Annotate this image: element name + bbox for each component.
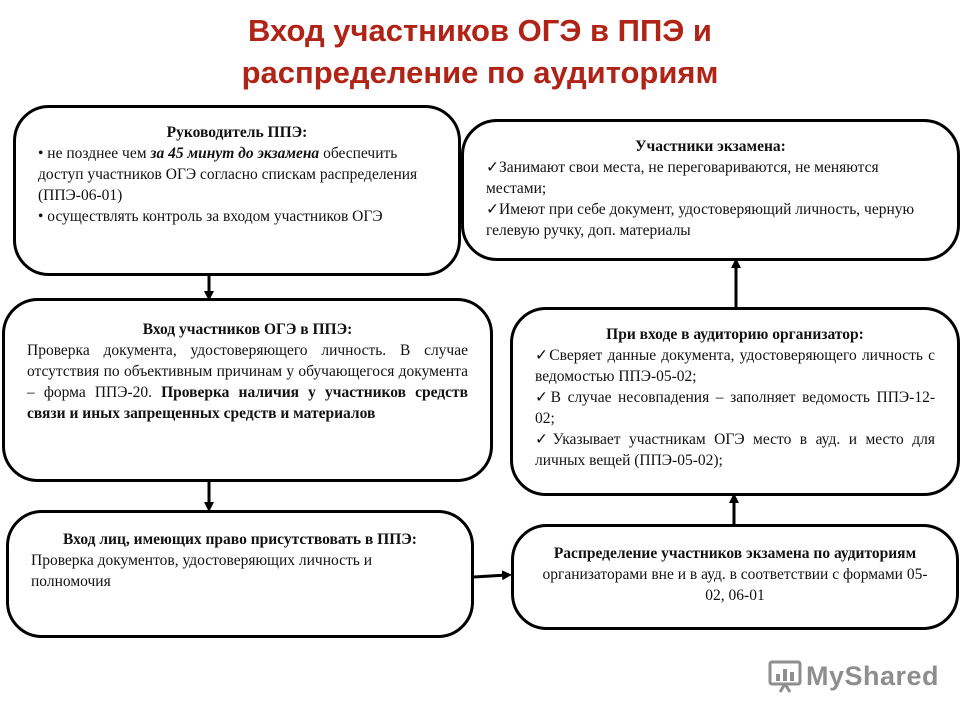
watermark-text: MyShared — [806, 660, 940, 691]
check-icon: ✓ — [535, 431, 553, 448]
title-line-2: распределение по аудиториям — [241, 55, 719, 90]
myshared-watermark — [768, 656, 939, 696]
head-item1-deadline: за 45 минут до экзамена — [150, 145, 320, 162]
check-icon: ✓ — [486, 201, 499, 218]
head-of-ppe-item-2: • осуществлять контроль за входом участников ОГЭ — [38, 208, 383, 225]
organizer-item-2 — [535, 387, 935, 429]
distribution-box — [511, 524, 959, 630]
participant-entry-box — [2, 298, 493, 482]
authorized-persons-title: Вход лиц, имеющих право присутствовать в ППЭ: — [63, 531, 417, 548]
organizer-item-3-text: Указывает участникам ОГЭ место в ауд. и место для личных вещей (ППЭ-05-02); — [535, 431, 935, 469]
authorized-persons-text: Проверка документов, удостоверяющих личность и полномочия — [31, 552, 373, 590]
distribution-text-rest: организаторами вне и в ауд. в соответствии с формами 05-02, 06-01 — [542, 566, 928, 604]
exam-participants-item-1 — [486, 157, 935, 199]
organizer-item-1-text: Сверяет данные документа, удостоверяющего личность с ведомостью ППЭ-05-02; — [535, 347, 935, 385]
organizer-item-1 — [535, 345, 935, 387]
check-icon: ✓ — [535, 347, 550, 364]
head-item1-prefix: • не позднее чем — [38, 145, 151, 162]
exam-participants-title: Участники экзамена: — [635, 138, 786, 155]
check-icon: ✓ — [486, 159, 499, 176]
exam-participants-item-2-text: Имеют при себе документ, удостоверяющий личность, черную гелевую ручку, доп. материалы — [486, 201, 915, 239]
exam-participants-item-2 — [486, 199, 935, 241]
participant-entry-text-bold: Проверка наличия у участников средств связи и иных запрещенных средств и материалов — [27, 384, 468, 422]
distribution-text-bold: Распределение участников экзамена по аудиториям — [553, 545, 917, 562]
exam-participants-box — [461, 119, 960, 261]
head-of-ppe-box — [13, 105, 461, 276]
presentation-icon — [768, 659, 806, 693]
authorized-persons-box — [6, 510, 474, 638]
head-of-ppe-title: Руководитель ППЭ: — [166, 124, 308, 141]
title-line-1: Вход участников ОГЭ в ППЭ и — [248, 13, 712, 48]
organizer-title: При входе в аудиторию организатор: — [606, 326, 864, 343]
distribution-text — [536, 543, 934, 606]
head-of-ppe-item-1 — [38, 143, 436, 206]
participant-entry-title: Вход участников ОГЭ в ППЭ: — [142, 321, 353, 338]
check-icon: ✓ — [535, 389, 551, 406]
organizer-item-3 — [535, 429, 935, 471]
participant-entry-text — [27, 340, 468, 424]
participant-entry-text-plain: Проверка документа, удостоверяющего личность. В случае отсутствия по объективным причинам у обучающегося документа – форма ППЭ-20. — [27, 342, 468, 401]
page-title — [0, 10, 960, 94]
arrow-persons-to-distribution — [474, 575, 507, 577]
organizer-box — [510, 307, 960, 496]
exam-participants-item-1-text: Занимают свои места, не переговариваются, не меняются местами; — [486, 159, 879, 197]
organizer-item-2-text: В случае несовпадения – заполняет ведомость ППЭ-12-02; — [535, 389, 935, 427]
head-item1-rest: обеспечить доступ участников ОГЭ согласно спискам распределения (ППЭ-06-01) — [38, 145, 418, 204]
